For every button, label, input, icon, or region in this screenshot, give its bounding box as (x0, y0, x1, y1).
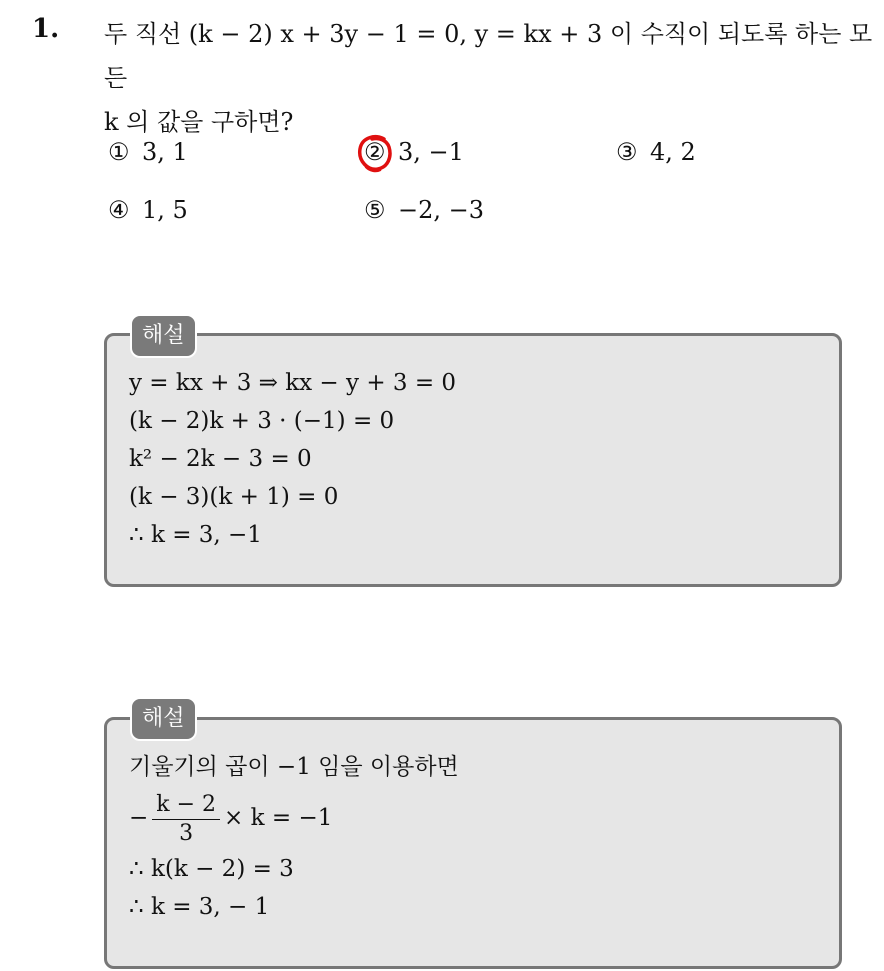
solution-1-line-5: ∴ k = 3, −1 (129, 522, 262, 548)
solution-2-line-1: 기울기의 곱이 −1 임을 이용하면 (129, 754, 459, 780)
choice-5-mark: ⑤ (364, 196, 386, 224)
solution-1-line-4: (k − 3)(k + 1) = 0 (129, 484, 339, 510)
fraction-tail: × k = −1 (224, 805, 333, 831)
choice-3-mark: ③ (616, 138, 638, 166)
choice-2[interactable] (364, 138, 464, 166)
choice-4-mark: ④ (108, 196, 130, 224)
solution-1-line-3: k² − 2k − 3 = 0 (129, 446, 312, 472)
choice-4[interactable] (108, 196, 188, 224)
solution-2-line-4: ∴ k = 3, − 1 (129, 894, 270, 920)
choice-5[interactable] (364, 196, 484, 224)
choice-4-value: 1, 5 (142, 196, 188, 224)
choice-1-value: 3, 1 (142, 138, 188, 166)
fraction-numerator: k − 2 (152, 791, 220, 820)
solution-2-lines (129, 748, 459, 926)
choice-1[interactable] (108, 138, 188, 166)
fraction-sign: − (129, 805, 149, 831)
fraction-denominator: 3 (179, 820, 194, 846)
choice-2-mark: ② (364, 138, 386, 166)
choice-5-value: −2, −3 (398, 196, 485, 224)
choice-3[interactable] (616, 138, 696, 166)
solution-1-line-1: y = kx + 3 ⇒ kx − y + 3 = 0 (129, 370, 457, 396)
choice-2-value: 3, −1 (398, 138, 464, 166)
fraction (152, 791, 220, 848)
solution-1-line-2: (k − 2)k + 3 · (−1) = 0 (129, 408, 395, 434)
solution-1-label: 해설 (130, 314, 197, 358)
solution-1-lines (129, 364, 456, 554)
solution-2-fraction-line (129, 786, 459, 850)
choice-1-mark: ① (108, 138, 130, 166)
solution-2-label: 해설 (130, 697, 197, 741)
question-text-line1: 두 직선 (k − 2) x + 3y − 1 = 0, y = kx + 3 이 수직이 되도록 하는 모든 (104, 20, 873, 92)
question-number: 1. (32, 14, 60, 44)
solution-2-line-3: ∴ k(k − 2) = 3 (129, 856, 294, 882)
answer-choices (108, 138, 868, 238)
question-text (104, 12, 874, 144)
question-text-line2: k 의 값을 구하면? (104, 108, 294, 136)
choice-3-value: 4, 2 (650, 138, 696, 166)
solution-box-1 (104, 333, 842, 587)
solution-box-2 (104, 717, 842, 969)
